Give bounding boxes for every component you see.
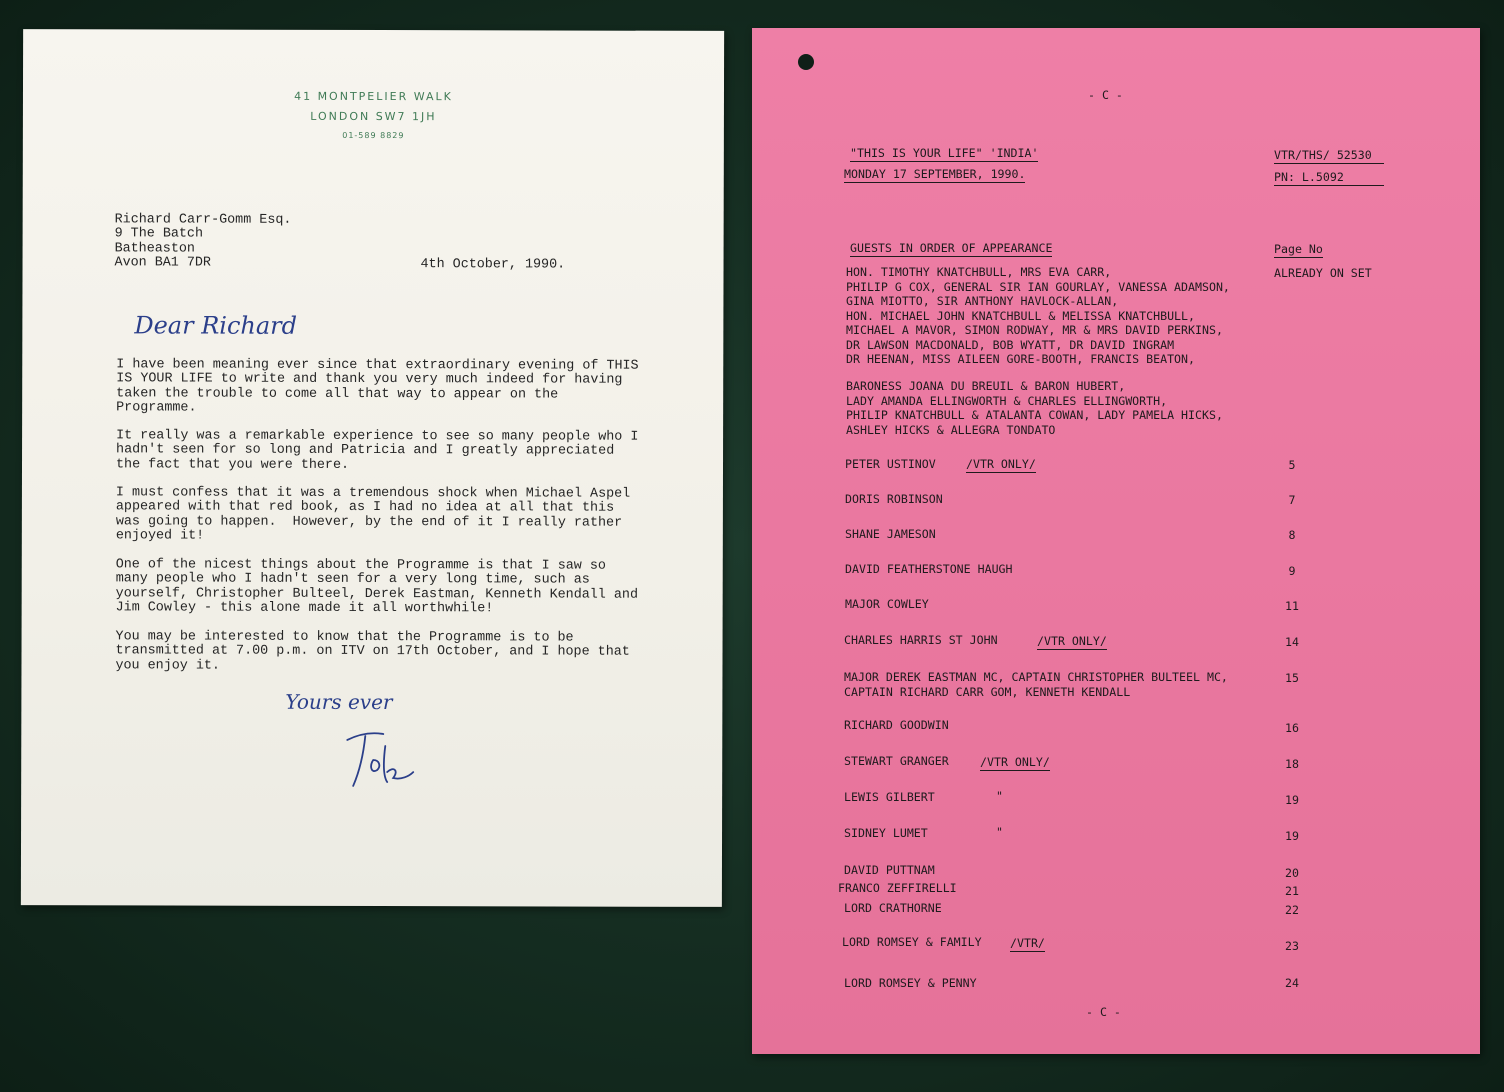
guest-page: 11 bbox=[1285, 599, 1299, 613]
guest-page: 23 bbox=[1285, 939, 1299, 953]
guest-page: 20 bbox=[1285, 866, 1299, 880]
guest-name: MAJOR DEREK EASTMAN MC, CAPTAIN CHRISTOPHER BULTEEL MC, CAPTAIN RICHARD CARR GOM, KENNETH KENDALL bbox=[844, 670, 1228, 699]
guest-note: /VTR ONLY/ bbox=[1037, 634, 1107, 648]
guest-name: DAVID FEATHERSTONE HAUGH bbox=[845, 562, 1013, 576]
guest-page: 21 bbox=[1285, 884, 1299, 898]
guest-name: SIDNEY LUMET bbox=[844, 826, 928, 840]
page-marker-top: - C - bbox=[1088, 88, 1123, 102]
pn-reference: PN: L.5092 bbox=[1274, 170, 1384, 186]
letter-paragraph: You may be interested to know that the Programme is to be transmitted at 7.00 p.m. on ITV on 17th October, and I hope that you enjoy it. bbox=[115, 629, 630, 674]
vtr-reference: VTR/THS/ 52530 bbox=[1274, 148, 1384, 164]
letter-paragraph: One of the nicest things about the Programme is that I saw so many people who I hadn't seen for a very long time, such as yourself, Christopher Bulteel, Derek Eastman, Kenneth Kendall and Jim Cowley - this alone made it all worthwhile! bbox=[115, 557, 639, 617]
handwritten-closing: Yours ever bbox=[285, 689, 393, 715]
programme-title: "THIS IS YOUR LIFE" 'INDIA' bbox=[850, 146, 1039, 160]
guest-name: PETER USTINOV bbox=[845, 457, 936, 471]
guest-page: 7 bbox=[1288, 493, 1296, 507]
guest-name: MAJOR COWLEY bbox=[845, 597, 929, 611]
guest-page: 19 bbox=[1285, 793, 1299, 807]
guest-name: LORD ROMSEY & PENNY bbox=[844, 976, 977, 990]
guest-name: LORD ROMSEY & FAMILY bbox=[842, 935, 982, 949]
on-set-guests-block: HON. TIMOTHY KNATCHBULL, MRS EVA CARR, PHILIP G COX, GENERAL SIR IAN GOURLAY, VANESSA ADAMSON, GINA MIOTTO, SIR ANTHONY HAVLOCK-ALLAN, HON. MICHAEL JOHN KNATCHBULL & MELISSA KNATCHBULL, MICHAEL A MAVOR, SIMON RODWAY, MR & MRS DAVID PERKINS, DR LAWSON MACDONALD, BOB WYATT, DR DAVID INGRAM DR HEENAN, MISS AILEEN GORE-BOOTH, FRANCIS BEATON, bbox=[846, 265, 1230, 366]
page-marker-bottom: - C - bbox=[1086, 1005, 1121, 1019]
guest-page: 14 bbox=[1285, 635, 1299, 649]
guest-note: /VTR ONLY/ bbox=[966, 457, 1036, 471]
guest-page: 19 bbox=[1285, 829, 1299, 843]
handwritten-salutation: Dear Richard bbox=[134, 311, 298, 340]
guest-note: " bbox=[996, 789, 1003, 803]
guest-name: FRANCO ZEFFIRELLI bbox=[838, 881, 957, 895]
guest-note: /VTR/ bbox=[1010, 936, 1045, 950]
guest-note: /VTR ONLY/ bbox=[980, 755, 1050, 769]
guest-name: STEWART GRANGER bbox=[844, 754, 949, 768]
guest-page: 16 bbox=[1285, 721, 1299, 735]
already-on-set: ALREADY ON SET bbox=[1274, 266, 1372, 280]
letterhead-street: 41 MONTPELIER WALK bbox=[294, 89, 453, 104]
guest-name: RICHARD GOODWIN bbox=[844, 718, 949, 732]
guest-name: DAVID PUTTNAM bbox=[844, 863, 935, 877]
handwritten-signature bbox=[339, 726, 419, 796]
letter-date: 4th October, 1990. bbox=[420, 257, 566, 273]
guest-page: 5 bbox=[1288, 458, 1296, 472]
guest-name: SHANE JAMESON bbox=[845, 527, 936, 541]
running-order-sheet bbox=[752, 28, 1480, 1054]
guest-name: LORD CRATHORNE bbox=[844, 901, 942, 915]
guest-page: 18 bbox=[1285, 757, 1299, 771]
letterhead-city: LONDON SW7 1JH bbox=[310, 109, 437, 124]
recipient-address: Richard Carr-Gomm Esq. 9 The Batch Batheaston Avon BA1 7DR bbox=[114, 212, 292, 271]
page-no-heading: Page No bbox=[1274, 242, 1323, 256]
guest-page: 24 bbox=[1285, 976, 1299, 990]
guest-note: " bbox=[996, 825, 1003, 839]
guest-page: 9 bbox=[1288, 564, 1296, 578]
guest-name: LEWIS GILBERT bbox=[844, 790, 935, 804]
letter-paragraph: I have been meaning ever since that extraordinary evening of THIS IS YOUR LIFE to write and thank you very much indeed for having taken the trouble to come all that way to appear on the Programme. bbox=[116, 357, 639, 416]
guest-page: 8 bbox=[1288, 528, 1296, 542]
guests-heading: GUESTS IN ORDER OF APPEARANCE bbox=[850, 241, 1053, 255]
guest-page: 22 bbox=[1285, 903, 1299, 917]
letterhead-phone: 01-589 8829 bbox=[342, 130, 405, 141]
punch-hole bbox=[798, 54, 814, 70]
guest-name: CHARLES HARRIS ST JOHN bbox=[844, 633, 998, 647]
letter-paragraph: It really was a remarkable experience to see so many people who I hadn't seen for so long and Patricia and I greatly appreciated the fact that you were there. bbox=[115, 428, 639, 473]
guest-name: DORIS ROBINSON bbox=[845, 492, 943, 506]
letter-paragraph: I must confess that it was a tremendous shock when Michael Aspel appeared with that red book, as I had no idea at all that this was going to happen. However, by the end of it I really rather enjoyed it! bbox=[115, 485, 631, 544]
letter-sheet bbox=[21, 29, 724, 907]
guest-page: 15 bbox=[1285, 671, 1299, 685]
on-set-guests-block: BARONESS JOANA DU BREUIL & BARON HUBERT, LADY AMANDA ELLINGWORTH & CHARLES ELLINGWORTH, PHILIP KNATCHBULL & ATALANTA COWAN, LADY PAMELA HICKS, ASHLEY HICKS & ALLEGRA TONDATO bbox=[846, 379, 1223, 437]
recording-date: MONDAY 17 SEPTEMBER, 1990. bbox=[844, 167, 1026, 181]
